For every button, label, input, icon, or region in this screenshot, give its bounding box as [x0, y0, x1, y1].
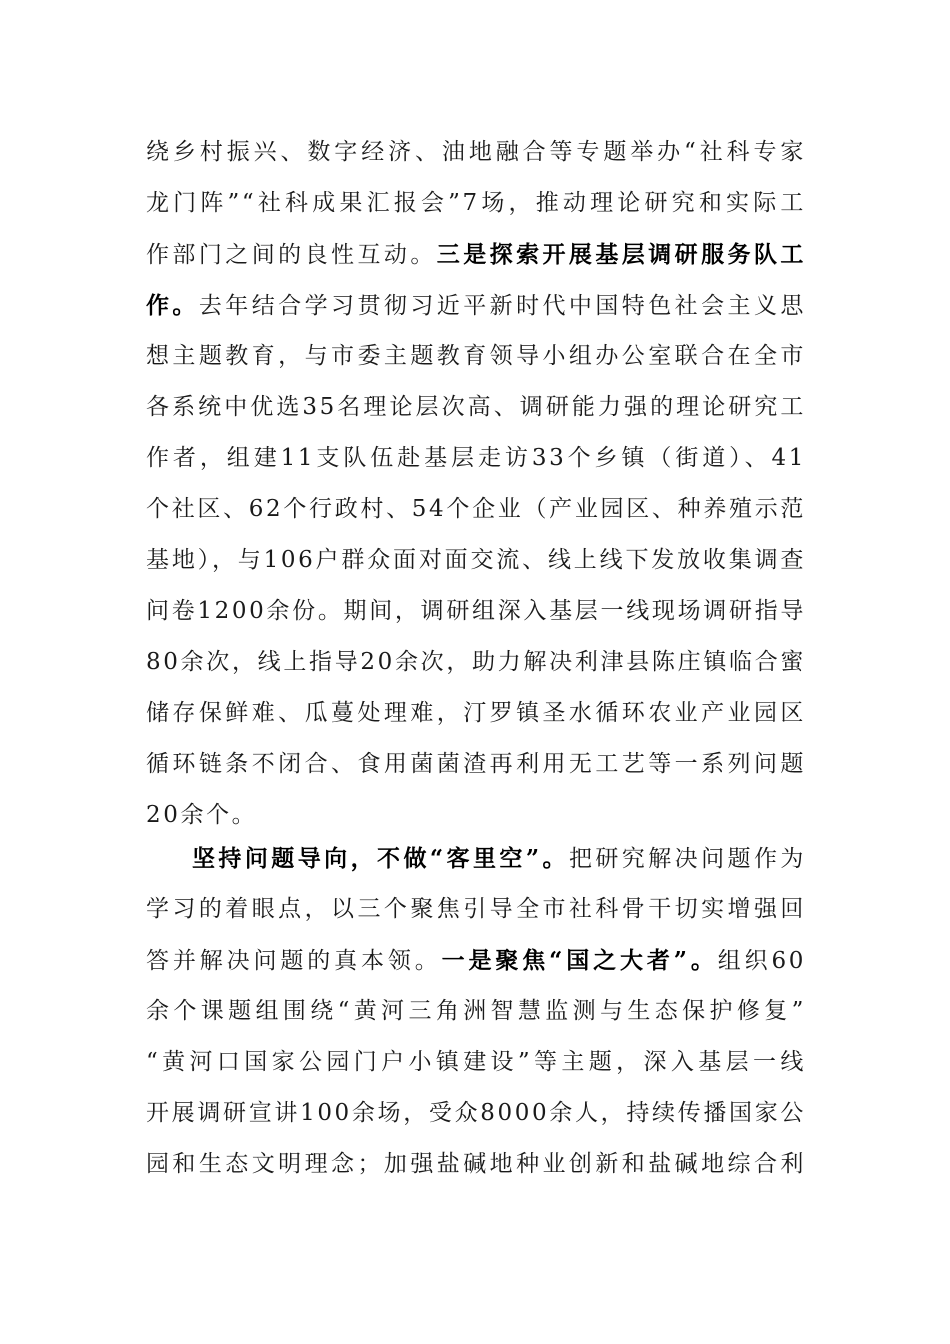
bold-heading-run: 一是聚焦“国之大者”。 — [441, 947, 718, 974]
text-line: 个社区、62个行政村、54个企业（产业园区、种养殖示范 — [146, 496, 806, 522]
text-line: 作者，组建11支队伍赴基层走访33个乡镇（街道）、41 — [146, 445, 806, 471]
text-run: 把研究解决问题作为 — [568, 846, 806, 872]
text-run: 去年结合学习贯彻习近平新时代中国特色社会主义思 — [198, 293, 806, 319]
text-line: 龙门阵”“社科成果汇报会”7场，推动理论研究和实际工 — [146, 190, 806, 216]
text-line: 想主题教育，与市委主题教育领导小组办公室联合在全市 — [146, 343, 806, 369]
bold-heading-run: 作。 — [146, 292, 199, 319]
text-line: 开展调研宣讲100余场，受众8000余人，持续传播国家公 — [146, 1100, 806, 1126]
text-line — [146, 935, 806, 986]
text-run: 答并解决问题的真本领。 — [146, 948, 442, 974]
text-line: 基地），与106户群众面对面交流、线上线下发放收集调查 — [146, 547, 806, 573]
text-line: 循环链条不闭合、食用菌菌渣再利用无工艺等一系列问题 — [146, 751, 806, 777]
text-line: 储存保鲜难、瓜蔓处理难，汀罗镇圣水循环农业产业园区 — [146, 700, 806, 726]
text-line: 学习的着眼点，以三个聚焦引导全市社科骨干切实增强回 — [146, 896, 806, 922]
text-run: 作部门之间的良性互动。 — [146, 242, 437, 268]
text-line: 20余个。 — [146, 802, 258, 828]
paragraph-problem-oriented — [146, 833, 806, 1190]
text-run: 组织60 — [717, 948, 807, 974]
text-line — [146, 833, 806, 884]
bold-heading-run: 三是探索开展基层调研服务队工 — [436, 241, 806, 268]
text-line — [146, 280, 806, 331]
bold-heading-run: 坚持问题导向，不做“客里空”。 — [192, 845, 569, 872]
text-line: 问卷1200余份。期间，调研组深入基层一线现场调研指导 — [146, 598, 806, 624]
text-line: 80余次，线上指导20余次，助力解决利津县陈庄镇临合蜜 — [146, 649, 806, 675]
text-line: “黄河口国家公园门户小镇建设”等主题，深入基层一线 — [146, 1049, 806, 1075]
text-line — [146, 229, 806, 280]
text-line: 各系统中优选35名理论层次高、调研能力强的理论研究工 — [146, 394, 806, 420]
text-line: 余个课题组围绕“黄河三角洲智慧监测与生态保护修复” — [146, 998, 806, 1024]
paragraph-research-service — [146, 127, 806, 841]
text-line: 园和生态文明理念；加强盐碱地种业创新和盐碱地综合利 — [146, 1151, 806, 1177]
text-line: 绕乡村振兴、数字经济、油地融合等专题举办“社科专家 — [146, 139, 806, 165]
